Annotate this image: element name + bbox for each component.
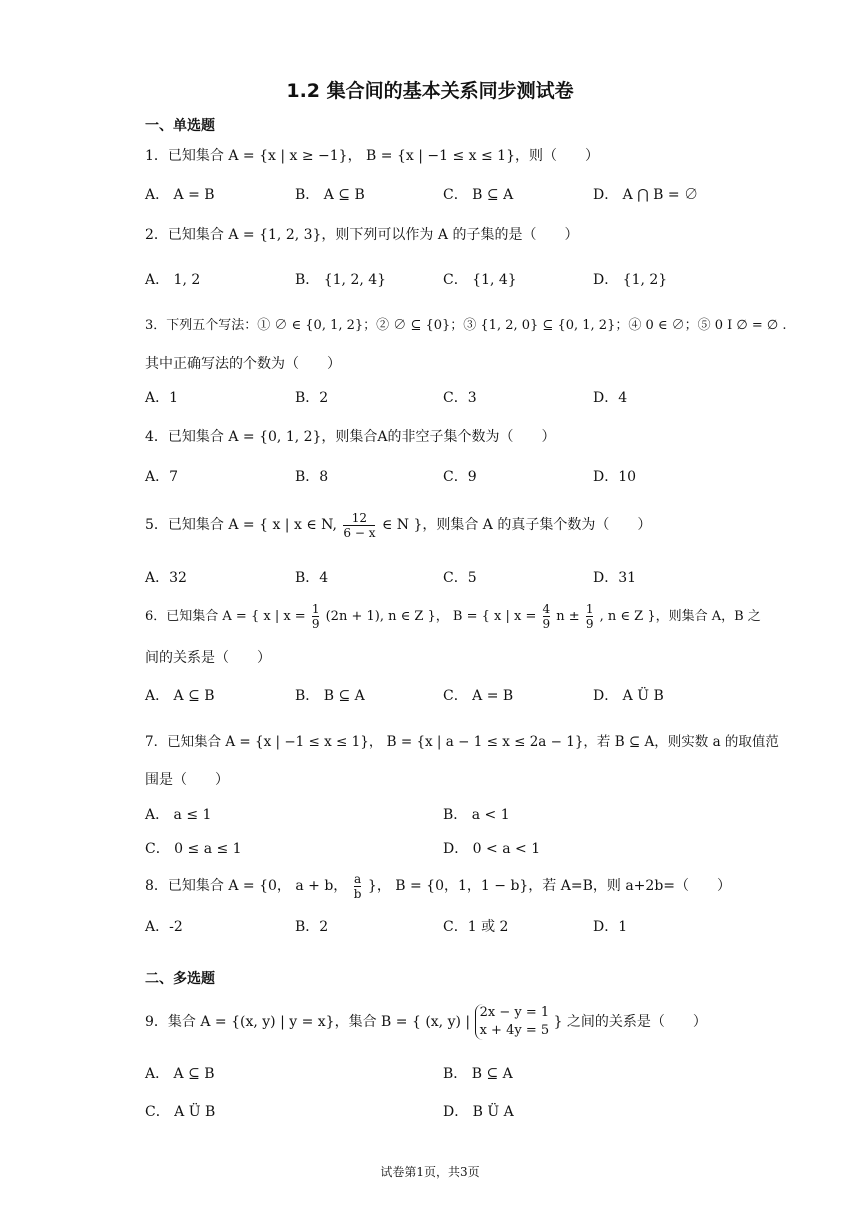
question-5-fraction-numerator: 12 [351,510,368,525]
question-6-fraction-1-denominator: 9 [311,617,320,631]
question-6-fraction-1 [312,602,320,631]
question-4-option-c: C．9 [443,469,477,485]
question-3-option-c: C．3 [443,390,477,406]
question-3-option-b: B．2 [295,390,329,406]
question-9-stem-post: } 之间的关系是（ ） [553,1014,707,1030]
question-2-stem: 2．已知集合 A = {1, 2, 3}，则下列可以作为 A 的子集的是（ ） [145,227,579,243]
question-9-option-b: B． B ⊆ A [443,1066,513,1082]
question-2-option-b: B． {1, 2, 4} [295,272,387,288]
question-5-option-a: A．32 [145,570,187,586]
section-multiple-choice: 二、多选题 [145,971,215,987]
question-6-option-c: C． A = B [443,688,514,704]
question-4-option-a: A．7 [145,469,179,485]
question-4-option-d: D．10 [593,469,637,485]
question-9-equation-1: 2x − y = 1 [479,1005,550,1020]
page-title: 1.2 集合间的基本关系同步测试卷 [286,80,574,102]
question-5-option-d: D．31 [593,570,637,586]
question-1-option-a: A． A = B [145,187,215,203]
question-7-option-a: A． a ≤ 1 [145,807,212,823]
question-6-fraction-3-denominator: 9 [585,617,594,631]
question-6-option-b: B． B ⊆ A [295,688,365,704]
question-9-equation-system [475,1004,550,1040]
question-6-stem-post: , n ∈ Z }，则集合 A，B 之 [599,609,761,624]
question-5-option-b: B．4 [295,570,329,586]
question-8-option-a: A．-2 [145,919,183,935]
question-5-fraction [343,511,375,540]
question-6-fraction-2-numerator: 4 [542,602,551,616]
question-6-fraction-1-numerator: 1 [311,602,320,616]
question-7-option-c: C． 0 ≤ a ≤ 1 [145,841,242,857]
question-3-option-d: D．4 [593,390,628,406]
question-6-stem-pre: 6．已知集合 A = { x | x = [145,609,306,624]
question-1-stem: 1．已知集合 A = {x | x ≥ −1}， B = {x | −1 ≤ x ≤ 1}，则（ ） [145,148,599,164]
question-9-equation-2: x + 4y = 5 [479,1023,550,1038]
question-6-stem-mid-2: n ± [556,609,580,624]
question-3-option-a: A．1 [145,390,179,406]
question-9-option-a: A． A ⊆ B [145,1066,215,1082]
question-3-stem-line-2: 其中正确写法的个数为（ ） [145,356,341,372]
question-5-option-c: C．5 [443,570,477,586]
section-single-choice: 一、单选题 [145,118,215,134]
page-footer: 试卷第1页，共3页 [380,1165,480,1179]
question-9-stem [145,1000,707,1044]
question-7-stem-line-2: 围是（ ） [145,772,229,788]
question-6-stem-mid: (2n + 1), n ∈ Z }， B = { x | x = [325,609,537,624]
question-9-option-c: C． A Ü B [145,1104,216,1120]
question-7-stem: 7．已知集合 A = {x | −1 ≤ x ≤ 1}， B = {x | a − 1 ≤ x ≤ 2a − 1}，若 B ⊆ A，则实数 a 的取值范 [145,734,779,750]
question-6-option-a: A． A ⊆ B [145,688,215,704]
question-3-stem: 3．下列五个写法：① ∅ ∈ {0, 1, 2}；② ∅ ⊆ {0}；③ {1, 2, 0} ⊆ {0, 1, 2}；④ 0 ∈ ∅；⑤ 0 I ∅ = ∅ . [145,318,787,333]
question-1-option-d: D． A ⋂ B = ∅ [593,187,699,203]
question-5-fraction-denominator: 6 − x [343,525,376,540]
question-6-fraction-3 [586,602,594,631]
question-8-stem-post: }， B = {0，1，1 − b}，若 A=B，则 a+2b=（ ） [367,878,732,894]
question-8-option-b: B．2 [295,919,329,935]
question-5-stem [145,506,651,544]
question-6-stem [145,598,761,636]
question-5-stem-pre: 5．已知集合 A = { x | x ∈ N, [145,517,337,533]
question-7-option-b: B． a < 1 [443,807,510,823]
question-4-option-b: B．8 [295,469,329,485]
question-8-stem [145,867,731,905]
question-2-option-c: C． {1, 4} [443,272,517,288]
question-1-option-c: C． B ⊆ A [443,187,514,203]
question-6-fraction-3-numerator: 1 [585,602,594,616]
question-8-fraction-numerator: a [354,871,362,886]
question-8-fraction-denominator: b [353,886,362,901]
question-2-option-d: D． {1, 2} [593,272,668,288]
question-9-stem-pre: 9．集合 A = {(x, y) | y = x}，集合 B = { (x, y) | [145,1014,471,1030]
question-8-stem-pre: 8．已知集合 A = {0， a + b， [145,878,348,894]
question-6-stem-line-2: 间的关系是（ ） [145,650,271,666]
question-7-option-d: D． 0 < a < 1 [443,841,541,857]
question-8-option-d: D．1 [593,919,628,935]
question-9-option-d: D． B Ü A [443,1104,514,1120]
question-8-option-c: C．1 或 2 [443,919,509,935]
question-6-fraction-2-denominator: 9 [542,617,551,631]
question-8-fraction [354,872,362,901]
question-5-stem-post: ∈ N }，则集合 A 的真子集个数为（ ） [381,517,652,533]
question-6-fraction-2 [543,602,551,631]
question-4-stem: 4．已知集合 A = {0, 1, 2}，则集合A的非空子集个数为（ ） [145,429,556,445]
question-2-option-a: A． 1, 2 [145,272,201,288]
question-1-option-b: B． A ⊆ B [295,187,365,203]
question-6-option-d: D． A Ü B [593,688,664,704]
